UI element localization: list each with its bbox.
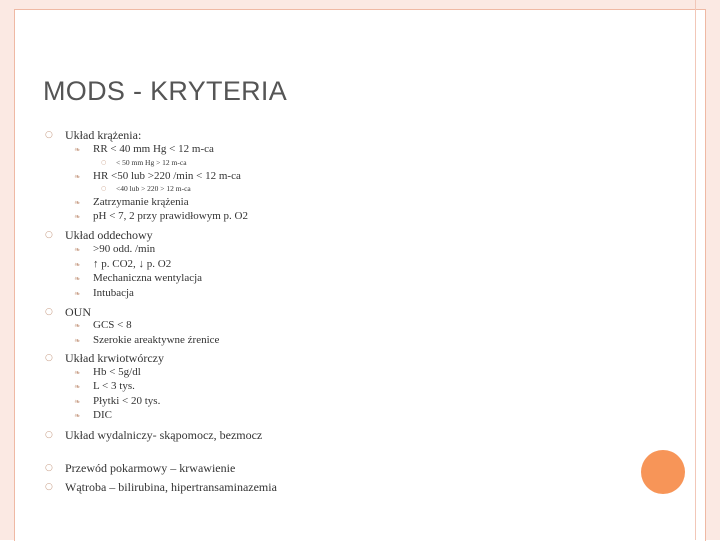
hollow-circle-bullet-icon: ○: [45, 430, 53, 440]
list-item: Układ krwiotwórczy: [65, 351, 164, 365]
list-item: Płytki < 20 tys.: [93, 395, 161, 407]
fleuron-bullet-icon: ❧: [74, 411, 81, 420]
hollow-circle-bullet-icon: ○: [45, 130, 53, 140]
list-item: HR <50 lub >220 /min < 12 m-ca: [93, 170, 241, 182]
hollow-circle-bullet-icon: ○: [45, 482, 53, 492]
hollow-circle-bullet-icon: ○: [45, 463, 53, 473]
fleuron-bullet-icon: ❧: [74, 397, 81, 406]
list-item: Zatrzymanie krążenia: [93, 196, 189, 208]
small-circle-bullet-icon: ○: [101, 185, 107, 192]
fleuron-bullet-icon: ❧: [74, 198, 81, 207]
list-item: Układ oddechowy: [65, 228, 153, 242]
list-item: Układ wydalniczy- skąpomocz, bezmocz: [65, 428, 263, 442]
fleuron-bullet-icon: ❧: [74, 274, 81, 283]
hollow-circle-bullet-icon: ○: [45, 307, 53, 317]
fleuron-bullet-icon: ❧: [74, 245, 81, 254]
fleuron-bullet-icon: ❧: [74, 260, 81, 269]
list-item: ↑ p. CO2, ↓ p. O2: [93, 258, 172, 270]
hollow-circle-bullet-icon: ○: [45, 353, 53, 363]
hollow-circle-bullet-icon: ○: [45, 230, 53, 240]
fleuron-bullet-icon: ❧: [74, 368, 81, 377]
list-item: Szerokie areaktywne źrenice: [93, 334, 220, 346]
slide-title: MODS - KRYTERIA: [43, 76, 288, 106]
list-item: pH < 7, 2 przy prawidłowym p. O2: [93, 210, 248, 222]
list-item: < 50 mm Hg > 12 m-ca: [116, 158, 187, 167]
list-item: >90 odd. /min: [93, 243, 156, 255]
list-item: RR < 40 mm Hg < 12 m-ca: [93, 143, 214, 155]
list-item: Wątroba – bilirubina, hipertransaminazemia: [65, 480, 277, 494]
list-item: GCS < 8: [93, 319, 132, 331]
list-item: Hb < 5g/dl: [93, 366, 141, 378]
fleuron-bullet-icon: ❧: [74, 289, 81, 298]
decorative-orange-circle: [641, 450, 685, 494]
list-item: Mechaniczna wentylacja: [93, 272, 203, 284]
decorative-vertical-line: [695, 0, 696, 540]
fleuron-bullet-icon: ❧: [74, 382, 81, 391]
fleuron-bullet-icon: ❧: [74, 145, 81, 154]
fleuron-bullet-icon: ❧: [74, 336, 81, 345]
small-circle-bullet-icon: ○: [101, 159, 107, 166]
fleuron-bullet-icon: ❧: [74, 172, 81, 181]
list-item: <40 lub > 220 > 12 m-ca: [116, 184, 191, 193]
list-item: Intubacja: [93, 287, 134, 299]
fleuron-bullet-icon: ❧: [74, 321, 81, 330]
list-item: L < 3 tys.: [93, 380, 135, 392]
list-item: OUN: [65, 305, 91, 319]
list-item: Przewód pokarmowy – krwawienie: [65, 461, 236, 475]
list-item: DIC: [93, 409, 112, 421]
list-item: Układ krążenia:: [65, 128, 142, 142]
fleuron-bullet-icon: ❧: [74, 212, 81, 221]
